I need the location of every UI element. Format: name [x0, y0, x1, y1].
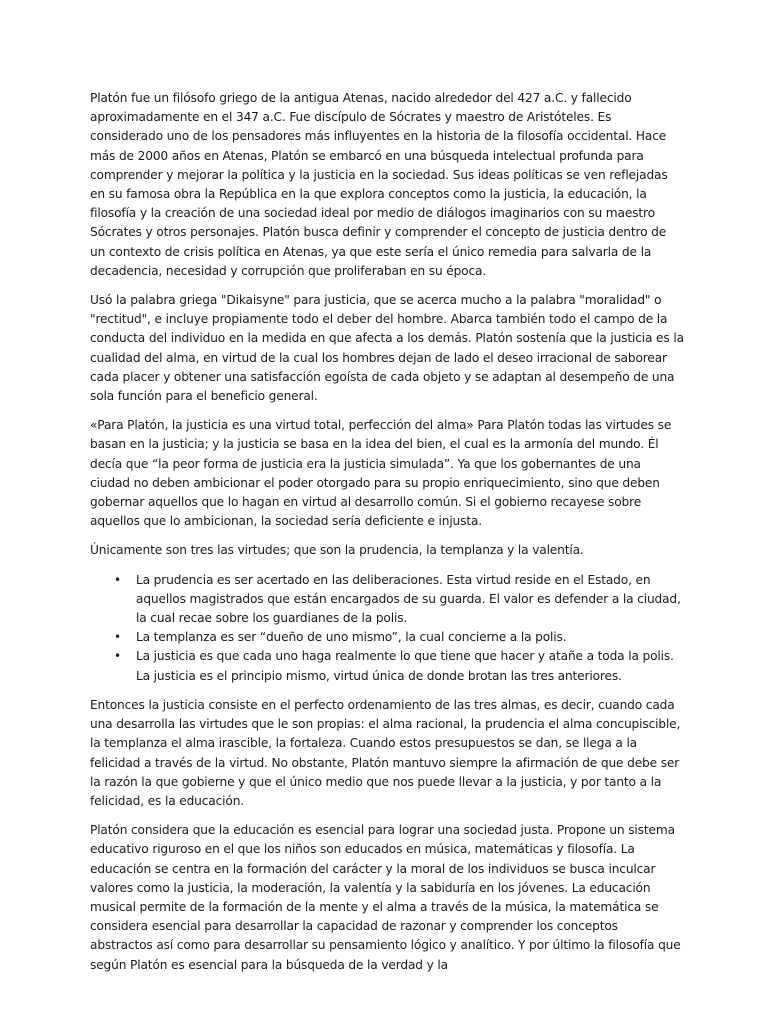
list-item	[90, 647, 684, 685]
paragraph-ordenamiento-almas: Entonces la justicia consiste en el perfecto ordenamiento de las tres almas, es decir, cuando cada una desarrolla las virtudes que le son propias: el alma racional, la prudencia el alma concupiscible, la templanza el alma irascible, la fortaleza. Cuando estos presupuestos se dan, se llega a la felicidad a través de la virtud. No obstante, Platón mantuvo siempre la afirmación de que debe ser la razón la que gobierne y que el único medio que nos puede llevar a la justicia, y por tanto a la felicidad, es la educación.	[90, 697, 681, 808]
bullet-icon: •	[114, 630, 121, 645]
paragraph-educacion: Platón considera que la educación es esencial para lograr una sociedad justa. Propone un sistema educativo riguroso en el que los niños son educados en música, matemáticas y filosofía. La educación se centra en la formación del carácter y la moral de los individuos se busca inculcar valores como la justicia, la moderación, la valentía y la sabiduría en los jóvenes. La educación musical permite de la formación de la mente y el alma a través de la música, la matemática se considera esencial para desarrollar la capacidad de razonar y comprender los conceptos abstractos así como para desarrollar su pensamiento lógico y analítico. Y por último la filosofía que según Platón es esencial para la búsqueda de la verdad y la	[90, 823, 681, 972]
list-item-text: La templanza es ser “dueño de uno mismo”, la cual concierne a la polis.	[136, 630, 567, 645]
virtues-list	[90, 571, 684, 686]
paragraph-virtud-total: «Para Platón, la justicia es una virtud total, perfección del alma» Para Platón todas las virtudes se basan en la justicia; y la justicia se basa en la idea del bien, el cual es la armonía del mundo. Él decía que “la peor forma de justicia era la justicia simulada”. Ya que los gobernantes de una ciudad no deben ambicionar el poder otorgado para su propio enriquecimiento, sino que deben gobernar aquellos que lo hagan en virtud al desarrollo común. Si el gobierno recayese sobre aquellos que lo ambicionan, la sociedad sería deficiente e injusta.	[90, 418, 672, 529]
list-item	[90, 571, 684, 629]
bullet-icon: •	[114, 649, 121, 664]
paragraph-dikaisyne: Usó la palabra griega "Dikaisyne" para justicia, que se acerca mucho a la palabra "moralidad" o "rectitud", e incluye propiamente todo el deber del hombre. Abarca también todo el campo de la conducta del individuo en la medida en que afecta a los demás. Platón sostenía que la justicia es la cualidad del alma, en virtud de la cual los hombres dejan de lado el deseo irracional de saborear cada placer y obtener una satisfacción egoísta de cada objeto y se adaptan al desempeño de una sola función para el beneficio general.	[90, 293, 684, 404]
paragraph-platon-bio: Platón fue un filósofo griego de la antigua Atenas, nacido alrededor del 427 a.C. y fallecido aproximadamente en el 347 a.C. Fue discípulo de Sócrates y maestro de Aristóteles. Es considerado uno de los pensadores más influyentes en la historia de la filosofía occidental. Hace más de 2000 años en Atenas, Platón se embarcó en una búsqueda intelectual profunda para comprender y mejorar la política y la justicia en la sociedad. Sus ideas políticas se ven reflejadas en su famosa obra la República en la que explora conceptos como la justicia, la educación, la filosofía y la creación de una sociedad ideal por medio de diálogos imaginarios con su maestro Sócrates y otros personajes. Platón busca definir y comprender el concepto de justicia dentro de un contexto de crisis política en Atenas, ya que este sería el único remedia para salvarla de la decadencia, necesidad y corrupción que proliferaban en su época.	[90, 91, 668, 278]
paragraph-tres-virtudes: Únicamente son tres las virtudes; que son la prudencia, la templanza y la valentía.	[90, 543, 584, 558]
list-item-text: La prudencia es ser acertado en las deliberaciones. Esta virtud reside en el Estado, en aquellos magistrados que están encargados de su guarda. El valor es defender a la ciudad, la cual recae sobre los guardianes de la polis.	[136, 572, 681, 626]
document-page	[90, 89, 684, 985]
list-item-text: La justicia es que cada uno haga realmente lo que tiene que hacer y atañe a toda la polis. La justicia es el principio mismo, virtud única de donde brotan las tres anteriores.	[136, 649, 674, 683]
list-item	[90, 628, 684, 647]
bullet-icon: •	[114, 572, 121, 587]
